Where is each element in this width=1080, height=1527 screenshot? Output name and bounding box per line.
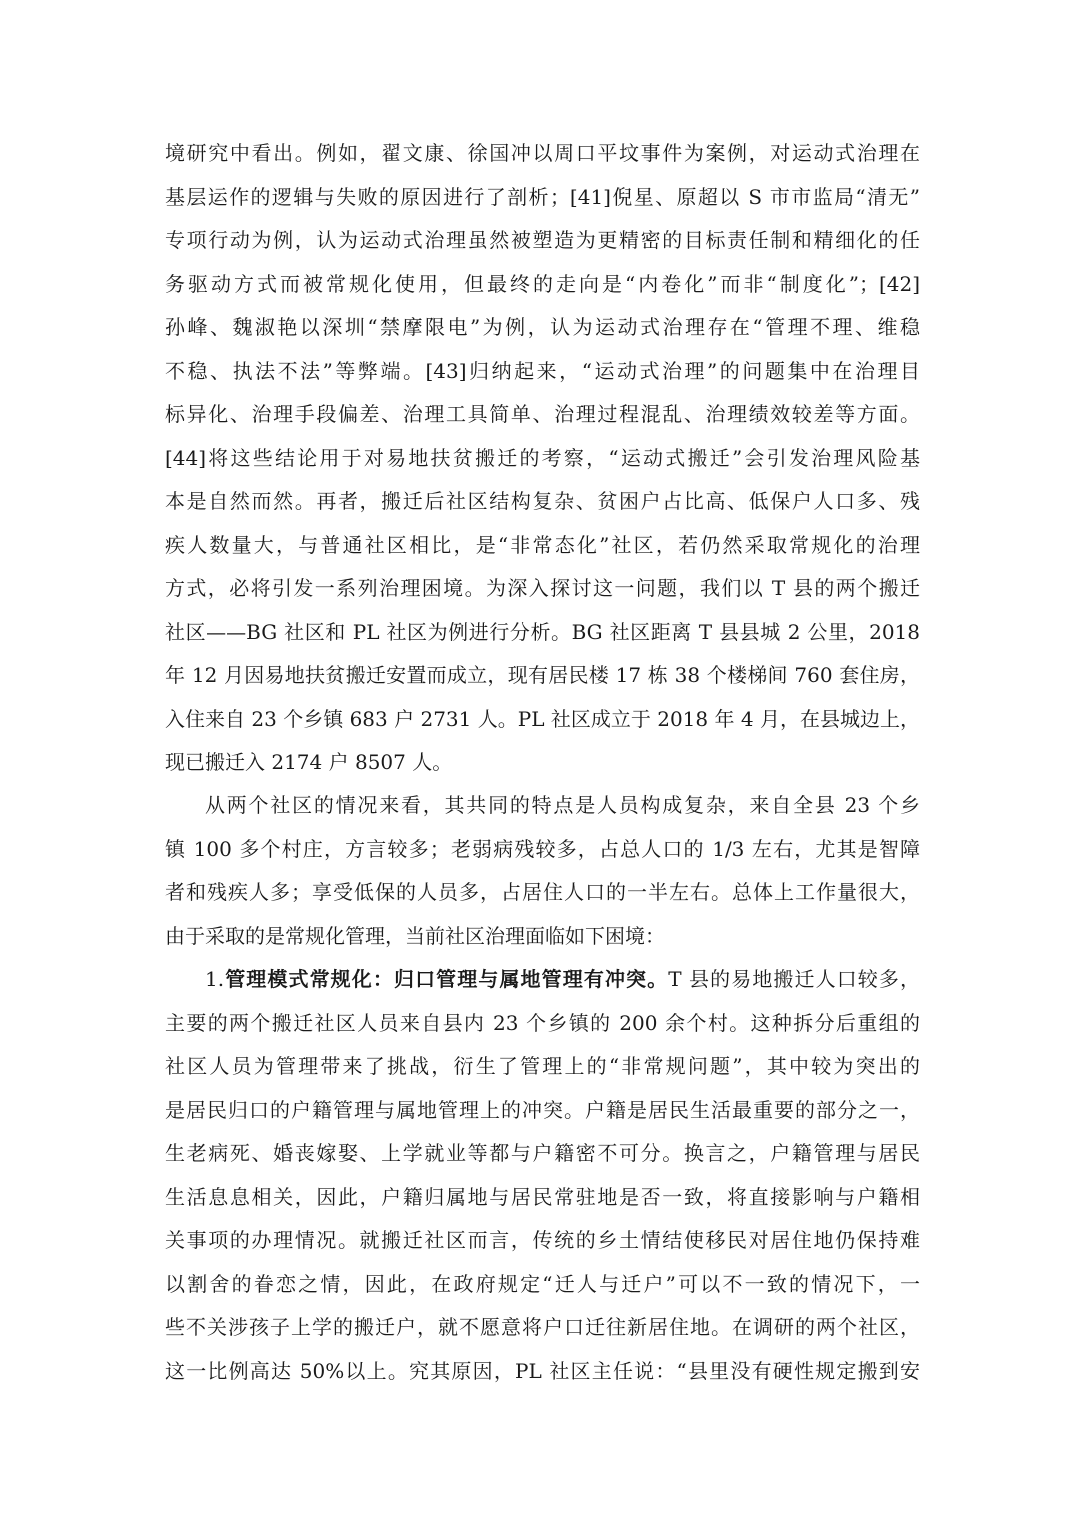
paragraph-3-line: 关事项的办理情况。就搬迁社区而言，传统的乡土情结使移民对居住地仍保持难 [165,1228,920,1252]
heading-number: 1. [205,967,225,991]
paragraph-3-line: 这一比例高达 50%以上。究其原因，PL 社区主任说：“县里没有硬性规定搬到安 [165,1358,920,1383]
paragraph-1-line: 不稳、执法不法”等弊端。[43]归纳起来，“运动式治理”的问题集中在治理目 [165,358,920,383]
paragraph-2 [165,784,920,958]
paragraph-1-line: 务驱动方式而被常规化使用，但最终的走向是“内卷化”而非“制度化”；[42] [165,271,920,296]
paragraph-2-line: 由于采取的是常规化管理，当前社区治理面临如下困境： [165,923,665,948]
paragraph-1-line: 境研究中看出。例如，翟文康、徐国冲以周口平坟事件为案例，对运动式治理在 [165,141,920,165]
heading-bold-text: 管理模式常规化：归口管理与属地管理有冲突。 [224,967,669,991]
paragraph-1-line: 社区——BG 社区和 PL 社区为例进行分析。BG 社区距离 T 县县城 2 公里，2018 [165,619,920,644]
paragraph-1-line: 本是自然而然。再者，搬迁后社区结构复杂、贫困户占比高、低保户人口多、残 [165,489,920,513]
paragraph-1-line: 方式，必将引发一系列治理困境。为深入探讨这一问题，我们以 T 县的两个搬迁 [165,576,920,600]
paragraph-1 [165,132,920,785]
paragraph-2-line: 镇 100 多个村庄，方言较多；老弱病残较多，占总人口的 1/3 左右，尤其是智障 [165,836,920,861]
paragraph-3-line: 是居民归口的户籍管理与属地管理上的冲突。户籍是居民生活最重要的部分之一， [165,1097,920,1122]
paragraph-1-line: 现已搬迁入 2174 户 8507 人。 [165,750,453,774]
paragraph-2-line: 者和残疾人多；享受低保的人员多，占居住人口的一半左右。总体上工作量很大， [165,880,920,904]
paragraph-1-line: [44]将这些结论用于对易地扶贫搬迁的考察，“运动式搬迁”会引发治理风险基 [165,445,920,470]
paragraph-1-line: 基层运作的逻辑与失败的原因进行了剖析；[41]倪星、原超以 S 市市监局“清无” [165,184,920,209]
paragraph-1-line: 专项行动为例，认为运动式治理虽然被塑造为更精密的目标责任制和精细化的任 [165,228,920,252]
paragraph-3-line: 生老病死、婚丧嫁娶、上学就业等都与户籍密不可分。换言之，户籍管理与居民 [165,1141,920,1165]
paragraph-1-line: 年 12 月因易地扶贫搬迁安置而成立，现有居民楼 17 栋 38 个楼梯间 760 套住房， [165,663,920,687]
section-heading-line [165,958,920,1002]
paragraph-3-line: 生活息息相关，因此，户籍归属地与居民常驻地是否一致，将直接影响与户籍相 [165,1184,920,1209]
paragraph-2-line: 从两个社区的情况来看，其共同的特点是人员构成复杂，来自全县 23 个乡 [205,793,920,817]
heading-rest-text: T 县的易地搬迁人口较多， [668,967,920,991]
paragraph-3 [165,958,920,1393]
paragraph-3-line: 以割舍的眷恋之情，因此，在政府规定“迁人与迁户”可以不一致的情况下，一 [165,1271,920,1296]
paragraph-1-line: 孙峰、魏淑艳以深圳“禁摩限电”为例，认为运动式治理存在“管理不理、维稳 [165,315,920,339]
paragraph-1-line: 疾人数量大，与普通社区相比，是“非常态化”社区，若仍然采取常规化的治理 [165,532,920,557]
paragraph-3-line: 主要的两个搬迁社区人员来自县内 23 个乡镇的 200 余个村。这种拆分后重组的 [165,1010,920,1035]
paragraph-1-line: 入住来自 23 个乡镇 683 户 2731 人。PL 社区成立于 2018 年 4 月，在县城边上， [165,706,920,731]
paragraph-1-line: 标异化、治理手段偏差、治理工具简单、治理过程混乱、治理绩效较差等方面。 [165,402,920,426]
paragraph-3-line: 社区人员为管理带来了挑战，衍生了管理上的“非常规问题”，其中较为突出的 [165,1054,920,1078]
paragraph-3-line: 些不关涉孩子上学的搬迁户，就不愿意将户口迁往新居住地。在调研的两个社区， [165,1315,920,1339]
